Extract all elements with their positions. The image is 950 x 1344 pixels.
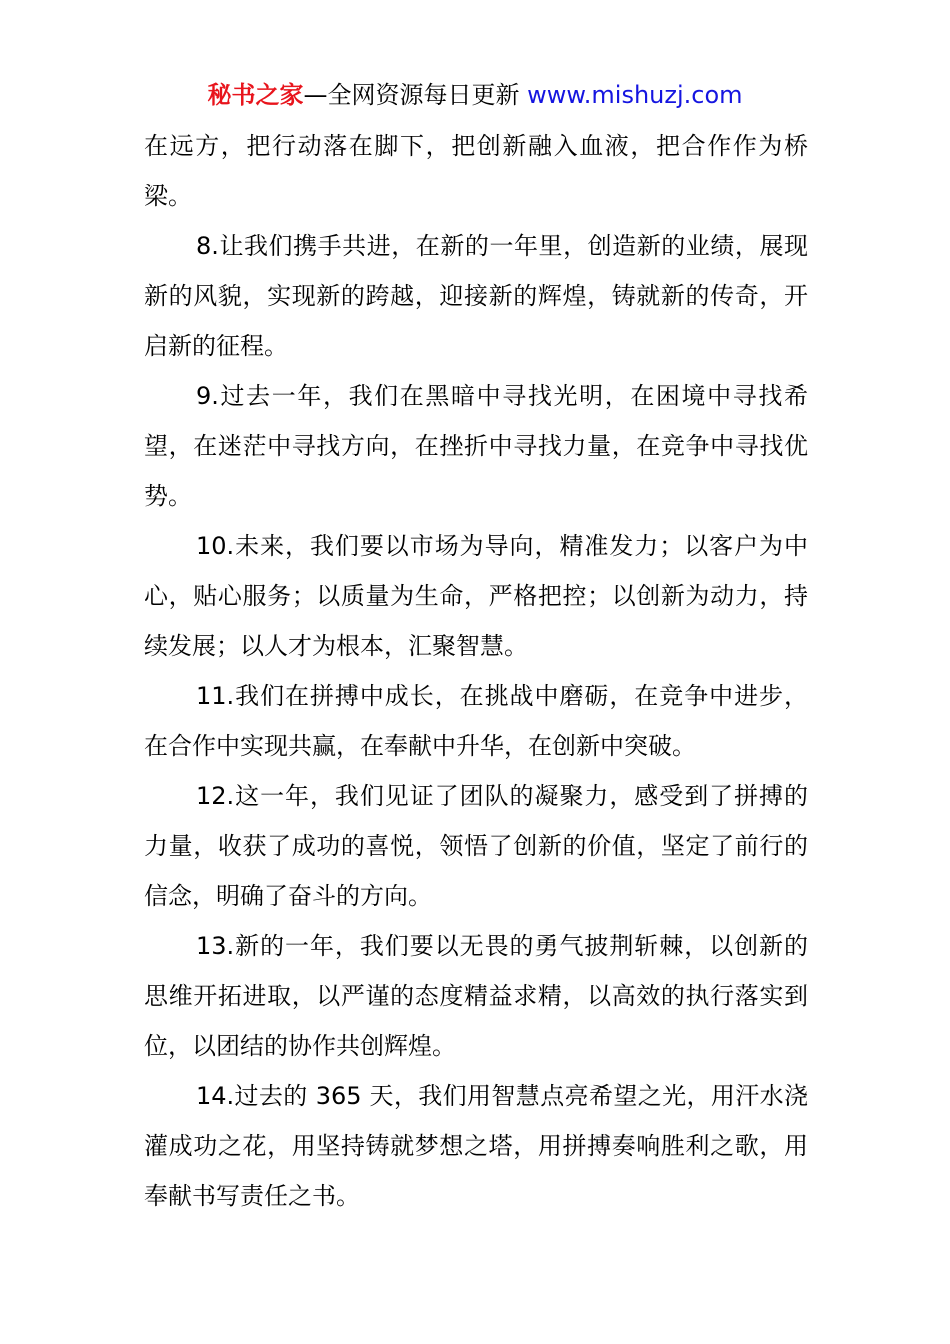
paragraph-item-12: 12.这一年，我们见证了团队的凝聚力，感受到了拼搏的力量，收获了成功的喜悦，领悟了创新的价值，坚定了前行的信念，明确了奋斗的方向。 <box>144 782 808 910</box>
site-url-link[interactable]: www.mishuzj.com <box>527 81 743 109</box>
document-body <box>144 121 808 1221</box>
header-tagline: —全网资源每日更新 <box>303 81 528 109</box>
paragraph-item-9: 9.过去一年，我们在黑暗中寻找光明，在困境中寻找希望，在迷茫中寻找方向，在挫折中寻找力量，在竞争中寻找优势。 <box>144 382 808 510</box>
paragraph-item-14: 14.过去的 365 天，我们用智慧点亮希望之光，用汗水浇灌成功之花，用坚持铸就梦想之塔，用拼搏奏响胜利之歌，用奉献书写责任之书。 <box>144 1082 808 1210</box>
brand-name: 秘书之家 <box>207 81 304 109</box>
page-header <box>0 78 950 112</box>
paragraph-item-11: 11.我们在拼搏中成长，在挑战中磨砺，在竞争中进步，在合作中实现共赢，在奉献中升华，在创新中突破。 <box>144 682 808 760</box>
paragraph-continued: 在远方，把行动落在脚下，把创新融入血液，把合作作为桥梁。 <box>144 132 808 210</box>
paragraph-item-10: 10.未来，我们要以市场为导向，精准发力；以客户为中心，贴心服务；以质量为生命，严格把控；以创新为动力，持续发展；以人才为根本，汇聚智慧。 <box>144 532 808 660</box>
paragraph-item-8: 8.让我们携手共进，在新的一年里，创造新的业绩，展现新的风貌，实现新的跨越，迎接新的辉煌，铸就新的传奇，开启新的征程。 <box>144 232 808 360</box>
paragraph-item-13: 13.新的一年，我们要以无畏的勇气披荆斩棘，以创新的思维开拓进取，以严谨的态度精益求精，以高效的执行落实到位，以团结的协作共创辉煌。 <box>144 932 808 1060</box>
